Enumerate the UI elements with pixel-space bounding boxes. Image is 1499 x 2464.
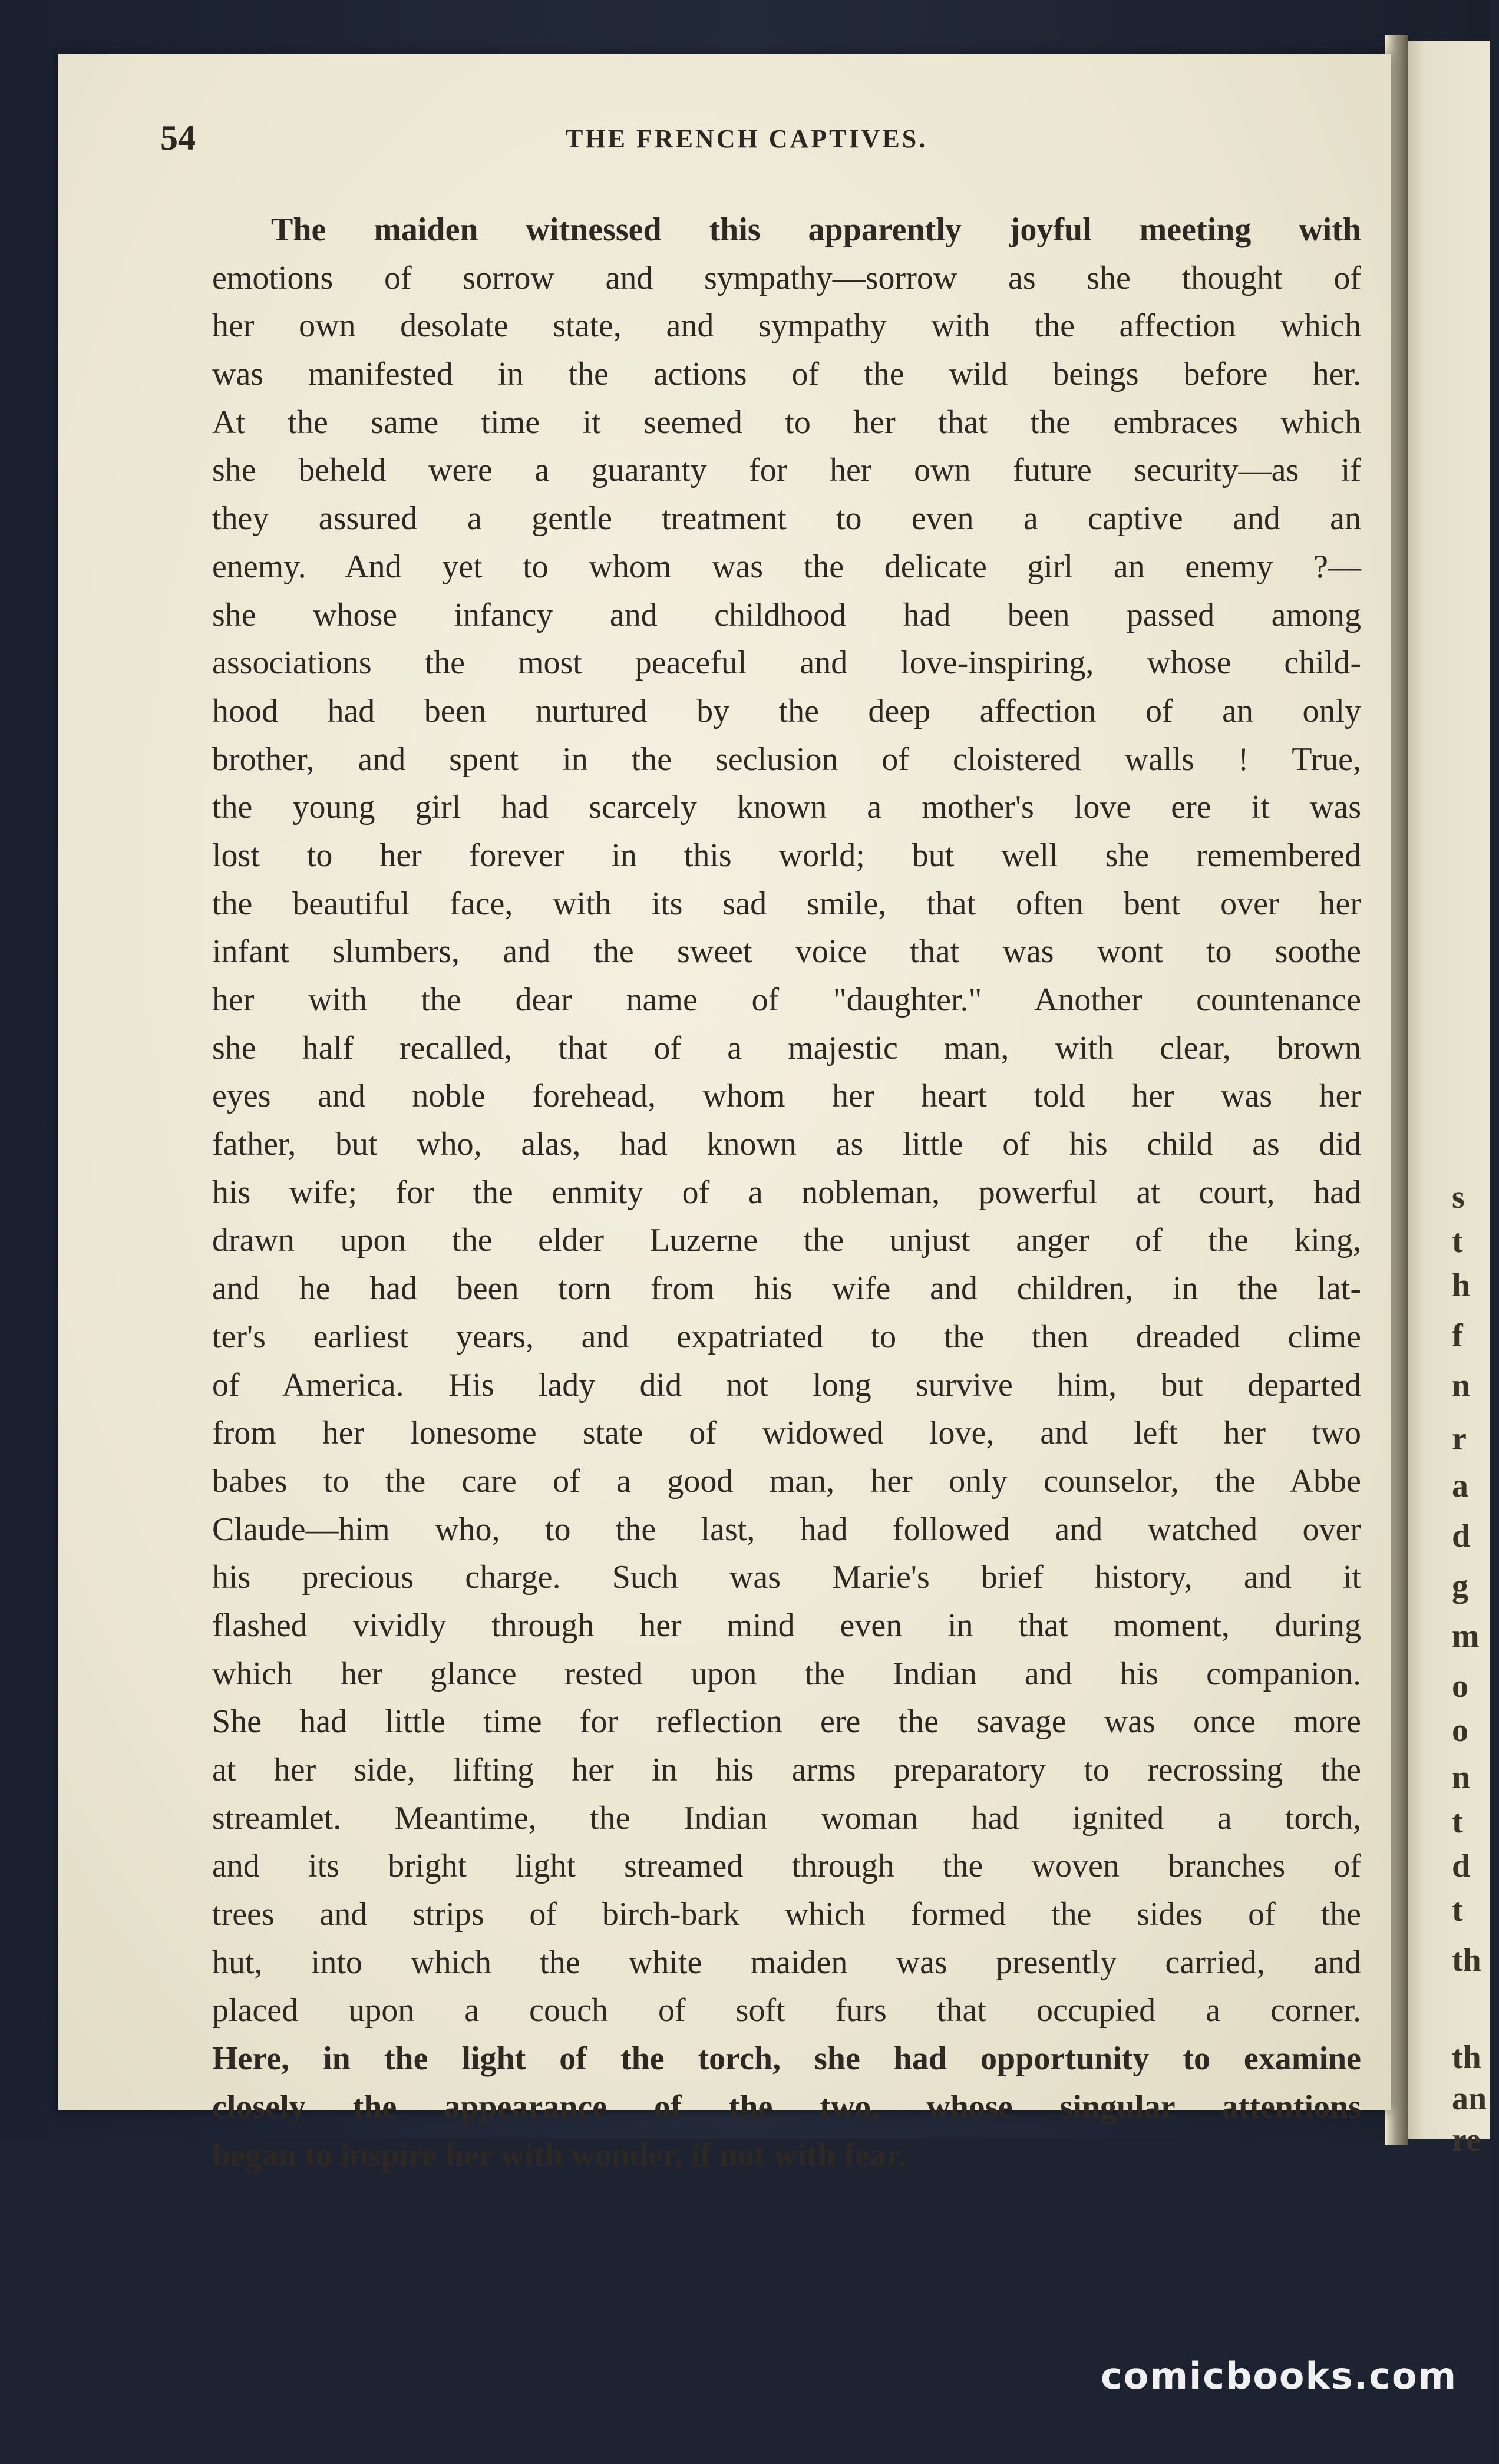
text-line: his precious charge. Such was Marie's brief history, and it — [212, 1559, 1361, 1596]
text-line: began to inspire her with wonder, if not with fear. — [212, 2136, 906, 2174]
facing-page-fragment: th — [1452, 2039, 1481, 2076]
watermark: comicbooks.com — [1101, 2354, 1458, 2397]
facing-page-fragment: th — [1452, 1942, 1481, 1979]
text-line: At the same time it seemed to her that the embraces which — [212, 404, 1361, 441]
text-line: She had little time for reflection ere the savage was once more — [212, 1703, 1361, 1740]
facing-page-fragment: d — [1452, 1848, 1471, 1884]
text-line: eyes and noble forehead, whom her heart told her was her — [212, 1078, 1361, 1115]
text-line: Claude—him who, to the last, had followed and watched over — [212, 1511, 1361, 1548]
text-line: infant slumbers, and the sweet voice that was wont to soothe — [212, 933, 1361, 970]
facing-page-fragment: g — [1452, 1568, 1468, 1604]
facing-page-fragment: t — [1452, 1804, 1463, 1840]
text-line: his wife; for the enmity of a nobleman, powerful at court, had — [212, 1174, 1361, 1211]
text-line: Here, in the light of the torch, she had opportunity to examine — [212, 2040, 1361, 2077]
text-line: streamlet. Meantime, the Indian woman had ignited a torch, — [212, 1799, 1361, 1837]
text-line: they assured a gentle treatment to even a captive and an — [212, 500, 1361, 537]
text-line: closely the appearance of the two, whose singular attentions — [212, 2088, 1361, 2125]
facing-page-fragment: f — [1452, 1317, 1463, 1354]
page-number: 54 — [160, 118, 196, 157]
text-line: hood had been nurtured by the deep affection of an only — [212, 692, 1361, 729]
body-text — [212, 206, 1361, 2179]
text-line: The maiden witnessed this apparently joyful meeting with — [271, 212, 1361, 248]
text-line: she half recalled, that of a majestic man, with clear, brown — [212, 1029, 1361, 1066]
text-line: at her side, lifting her in his arms preparatory to recrossing the — [212, 1752, 1361, 1788]
facing-page-fragment: d — [1452, 1518, 1471, 1554]
facing-page-fragment: r — [1452, 1421, 1467, 1457]
text-line: placed upon a couch of soft furs that occupied a corner. — [212, 1992, 1361, 2029]
text-line: enemy. And yet to whom was the delicate girl an enemy ?— — [212, 548, 1361, 585]
text-line: and its bright light streamed through the woven branches of — [212, 1848, 1361, 1885]
text-line: drawn upon the elder Luzerne the unjust anger of the king, — [212, 1222, 1361, 1259]
text-line: the beautiful face, with its sad smile, that often bent over her — [212, 885, 1361, 922]
text-line: from her lonesome state of widowed love, and left her two — [212, 1415, 1361, 1452]
facing-page-fragment: re — [1452, 2122, 1481, 2158]
text-line: her with the dear name of "daughter." Another countenance — [212, 982, 1361, 1018]
facing-page-fragment: m — [1452, 1618, 1480, 1654]
text-line: brother, and spent in the seclusion of cloistered walls ! True, — [212, 741, 1361, 778]
facing-page-fragment: o — [1452, 1712, 1468, 1749]
facing-page-fragment: o — [1452, 1668, 1468, 1705]
facing-page-fragment: a — [1452, 1468, 1468, 1504]
text-line: hut, into which the white maiden was presently carried, and — [212, 1944, 1361, 1981]
text-line: father, but who, alas, had known as little of his child as did — [212, 1126, 1361, 1163]
facing-page-fragment: t — [1452, 1223, 1463, 1260]
running-head: THE FRENCH CAPTIVES. — [566, 124, 928, 153]
text-line: which her glance rested upon the Indian and his companion. — [212, 1655, 1361, 1692]
text-line: she whose infancy and childhood had been passed among — [212, 596, 1361, 633]
text-line: and he had been torn from his wife and children, in the lat- — [212, 1270, 1361, 1307]
text-line: flashed vividly through her mind even in that moment, during — [212, 1607, 1361, 1644]
text-line: of America. His lady did not long survive him, but departed — [212, 1366, 1361, 1403]
facing-page-fragment: t — [1452, 1892, 1463, 1928]
text-line: trees and strips of birch-bark which formed the sides of the — [212, 1896, 1361, 1933]
facing-page-edge — [1402, 41, 1490, 2158]
text-line: babes to the care of a good man, her only counselor, the Abbe — [212, 1462, 1361, 1499]
text-line: lost to her forever in this world; but well she remembered — [212, 837, 1361, 874]
text-line: the young girl had scarcely known a mother's love ere it was — [212, 789, 1361, 826]
facing-page-fragment: s — [1452, 1179, 1465, 1216]
text-line: associations the most peaceful and love-inspiring, whose child- — [212, 645, 1361, 682]
scanner-bottom-band — [0, 2139, 1490, 2464]
text-line: her own desolate state, and sympathy with the affection which — [212, 308, 1361, 345]
text-line: emotions of sorrow and sympathy—sorrow as she thought of — [212, 259, 1361, 296]
facing-page-fragment: an — [1452, 2080, 1487, 2117]
text-line: was manifested in the actions of the wild beings before her. — [212, 356, 1361, 393]
text-line: ter's earliest years, and expatriated to the then dreaded clime — [212, 1318, 1361, 1355]
facing-page-fragment: h — [1452, 1267, 1471, 1304]
facing-page-fragment: n — [1452, 1368, 1471, 1404]
facing-page-fragment: n — [1452, 1759, 1471, 1796]
text-line: she beheld were a guaranty for her own future security—as if — [212, 452, 1361, 489]
